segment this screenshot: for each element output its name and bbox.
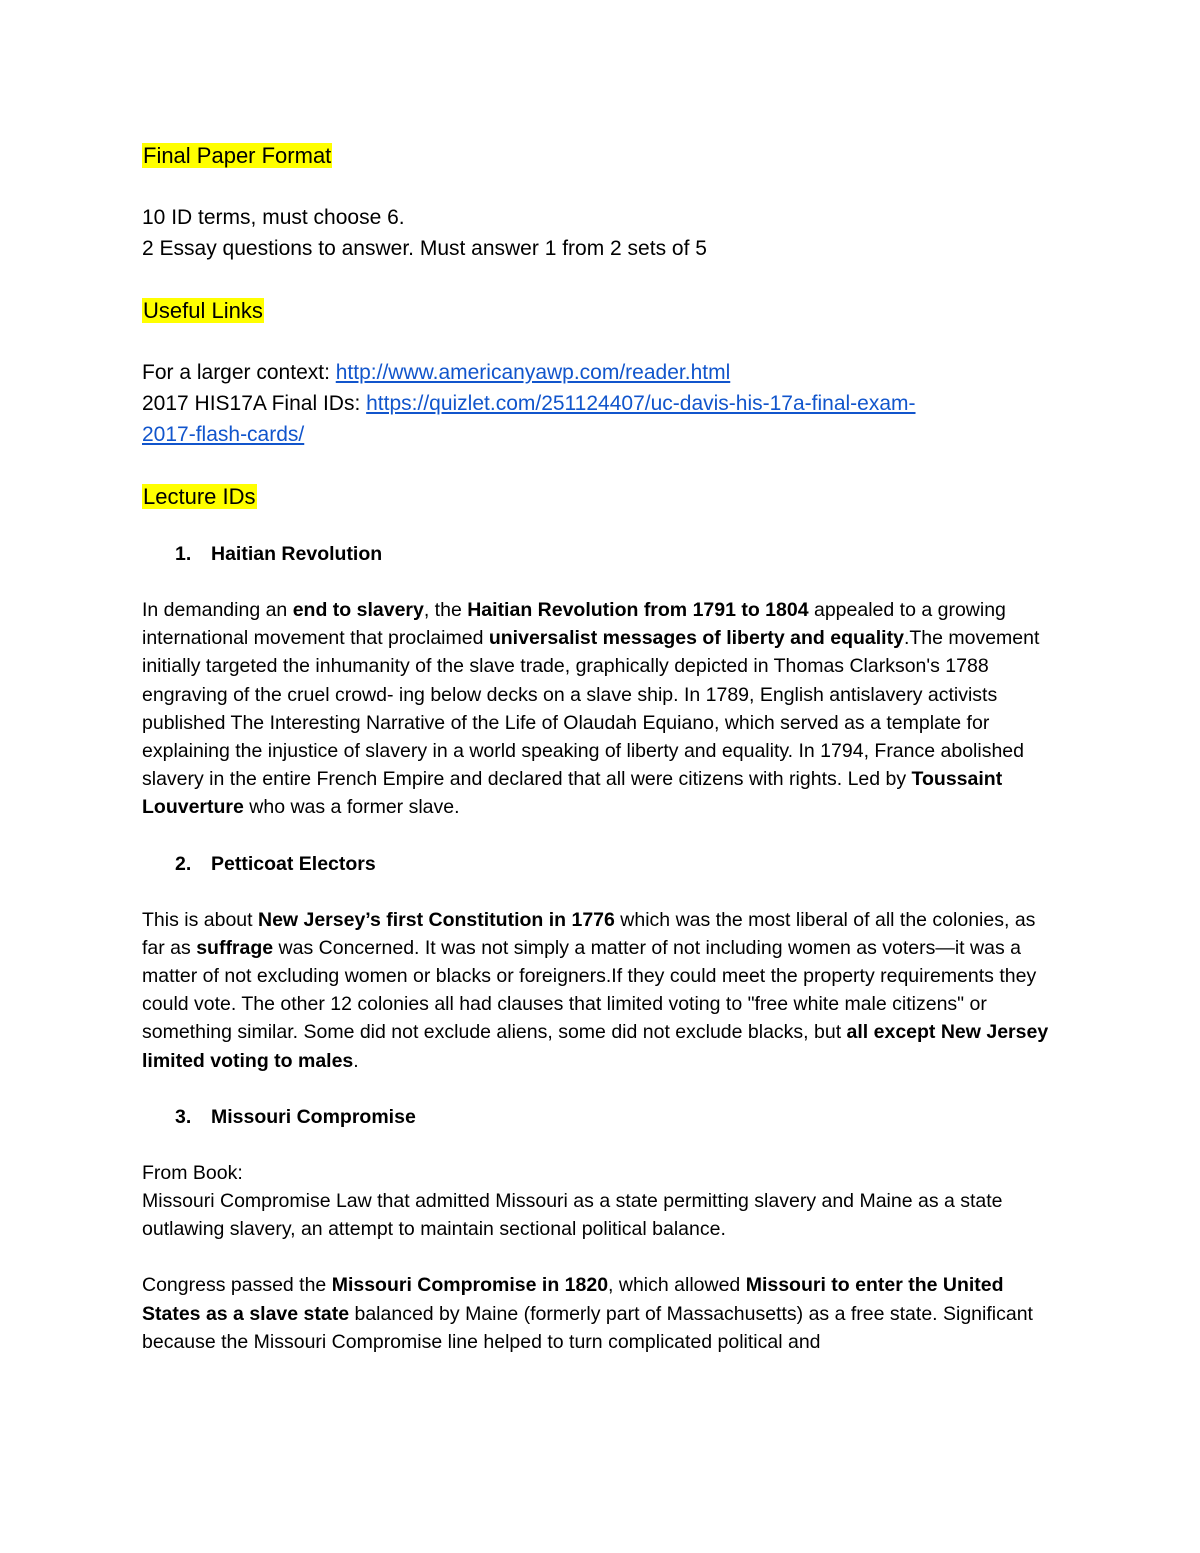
link-line-2: 2017 HIS17A Final IDs: https://quizlet.com/251124407/uc-davis-his-17a-final-exam- xyxy=(142,392,916,415)
document-page xyxy=(142,140,1062,1356)
item-3-paragraph: Congress passed the Missouri Compromise in 1820, which allowed Missouri to enter the United States as a slave state balanced by Maine (formerly part of Massachusetts) as a free state. Significant because the Missouri Compromise line helped to turn complicated political and xyxy=(142,1274,1033,1353)
format-line-2: 2 Essay questions to answer. Must answer 1 from 2 sets of 5 xyxy=(142,237,707,260)
link-line-2-cont xyxy=(142,419,1062,450)
quizlet-link-continued[interactable]: 2017-flash-cards/ xyxy=(142,423,305,446)
format-line-1: 10 ID terms, must choose 6. xyxy=(142,206,405,229)
item-title-missouri-compromise: 3. Missouri Compromise xyxy=(175,1105,416,1128)
final-paper-format-heading: Final Paper Format xyxy=(143,143,332,168)
item-3-from-book-label: From Book: xyxy=(142,1161,243,1184)
link-line-1: For a larger context: http://www.americanyawp.com/reader.html xyxy=(142,361,731,384)
item-1-paragraph: In demanding an end to slavery, the Haitian Revolution from 1791 to 1804 appealed to a growing international movement that proclaimed universalist messages of liberty and equality.The movement initially targeted the inhumanity of the slave trade, graphically depicted in Thomas Clarkson's 1788 engraving of the cruel crowd- ing below decks on a slave ship. In 1789, English antislavery activists published The Interesting Narrative of the Life of Olaudah Equiano, which served as a template for explaining the injustice of slavery in a world speaking of liberty and equality. In 1794, France abolished slavery in the entire French Empire and declared that all were citizens with rights. Led by Toussaint Louverture who was a former slave. xyxy=(142,599,1040,819)
americanyawp-link[interactable]: http://www.americanyawp.com/reader.html xyxy=(335,361,731,384)
useful-links-heading: Useful Links xyxy=(143,298,263,323)
item-3-from-book-text: Missouri Compromise Law that admitted Missouri as a state permitting slavery and Maine as a state outlawing slavery, an attempt to maintain sectional political balance. xyxy=(142,1190,1003,1241)
item-title-petticoat-electors: 2. Petticoat Electors xyxy=(175,852,376,875)
item-title-haitian-revolution: 1. Haitian Revolution xyxy=(175,543,383,565)
lecture-ids-heading: Lecture IDs xyxy=(143,484,256,509)
item-2-paragraph: This is about New Jersey’s first Constitution in 1776 which was the most liberal of all the colonies, as far as suffrage was Concerned. It was not simply a matter of not including women as voters—it was a matter of not excluding women or blacks or foreigners.If they could meet the property requirements they could vote. The other 12 colonies all had clauses that limited voting to "free white male citizens" or something similar. Some did not exclude aliens, some did not exclude blacks, but all except New Jersey limited voting to males. xyxy=(142,908,1049,1072)
quizlet-link[interactable]: https://quizlet.com/251124407/uc-davis-his-17a-final-exam- xyxy=(366,392,916,415)
